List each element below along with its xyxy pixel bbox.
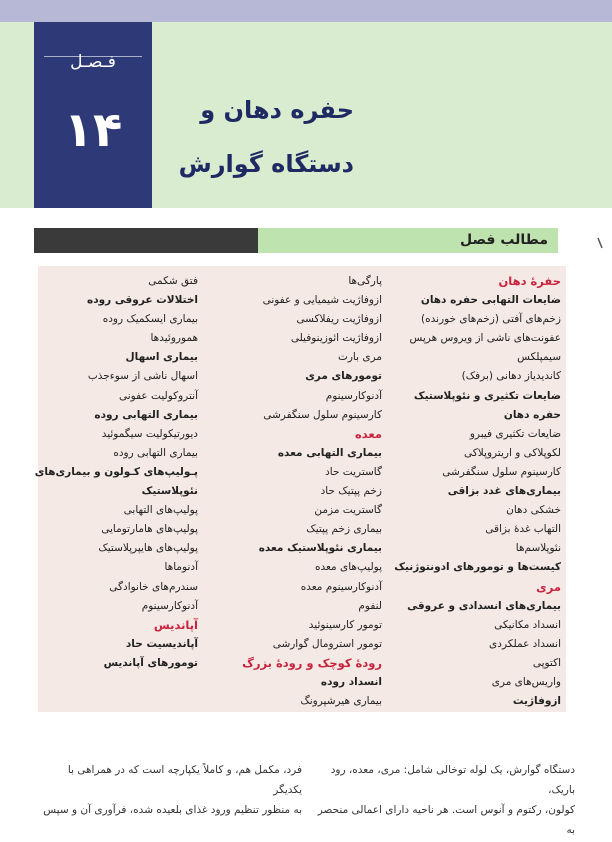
toc-item: تومورهای مری [305, 370, 382, 383]
toc-item: بیماری اسهال [125, 351, 198, 364]
toc-item: تومور کارسینوئید [308, 618, 382, 631]
toc-item: گاستریت مزمن [314, 504, 382, 517]
toc-item: آدنوکارسینوم [141, 599, 198, 612]
toc-item: تومورهای آپاندیس [103, 656, 198, 669]
toc-item: انسداد روده [320, 675, 382, 688]
toc-item: همورو‌ئیدها [150, 332, 198, 345]
toc-item: آدنوماها [164, 561, 198, 574]
toc-item: مری بارت [337, 351, 382, 364]
toc-item: گاستریت حاد [325, 465, 382, 478]
body-paragraph-left [40, 760, 302, 820]
toc-section-heading: آپاندیس [153, 617, 198, 632]
toc-item: انسداد عملکردی [489, 637, 561, 650]
toc-item: بیماری‌های انسدادی و عروقی [407, 599, 561, 612]
toc-item: دیورتیکولیت سیگموئید [101, 427, 198, 440]
toc-item: پـولیپ‌های کـولون و بیماری‌های [34, 465, 198, 478]
toc-item: بیماری هیرشپرونگ [300, 695, 382, 708]
toc-item: ضایعات تکثیری و نئوپلاستیک [413, 389, 561, 402]
chapter-number: ۱۴ [63, 102, 123, 158]
chapter-title-line2: دستگاه گوارش [178, 150, 354, 178]
toc-item: خشکی دهان [506, 504, 561, 517]
toc-section-heading: حفرهٔ دهان [498, 274, 561, 288]
toc-item: ازوفاژیت ریفلاکسی [296, 313, 382, 326]
toc-item: پولیپ‌های التهابی [123, 504, 198, 517]
toc-item: بیماری التهابی معده [277, 446, 382, 459]
chapter-title-line1: حفره دهان و [200, 96, 354, 124]
toc-item: سیمپلکس [517, 351, 561, 364]
toc-item: زخم پپتیک حاد [320, 485, 382, 498]
toc-item: بیماری ایسکمیک روده [102, 313, 198, 326]
body-line: دستگاه گوارش، یک لوله توخالی شامل: مری، معده، رود باریک، [330, 764, 575, 796]
toc-item: بیماری نئوپلاستیک معده [258, 542, 382, 555]
toc-item: کارسینوم سلول سنگفرشی [442, 465, 561, 478]
toc-item: بیماری‌های غدد بزاقی [447, 485, 561, 498]
toc-item: بیماری التهابی روده [94, 408, 198, 421]
toc-item: بیماری زخم پپتیک [306, 523, 382, 536]
toc-item: بیماری التهابی روده [113, 446, 198, 459]
toc-header-bar [34, 228, 558, 253]
toc-item: کارسینوم سلول سنگفرشی [263, 408, 382, 421]
body-line: فرد، مکمل هم، و کاملاً یکپارچه است که در همراهی با یکدیگر [67, 764, 302, 796]
toc-item: حفره دهان [503, 408, 561, 421]
toc-section-heading: معده [354, 426, 382, 441]
page-edge-mark [596, 236, 604, 250]
toc-item: عفونت‌های ناشی از ویروس هرپس [409, 332, 561, 345]
toc-item: پولیپ‌های معده [314, 561, 382, 574]
toc-item: التهاب غدهٔ بزاقی [485, 523, 561, 536]
toc-item: انسداد مکانیکی [494, 618, 561, 631]
toc-item: پولیپ‌های هایپرپلاستیک [98, 542, 198, 555]
toc-column-1 [394, 272, 561, 711]
body-line: کولون، رکتوم و آنوس است. هر ناحیه دارای اعمالی منحصر به [317, 804, 575, 836]
toc-section-heading: رودهٔ کوچک و رودهٔ بزرگ [242, 655, 382, 670]
toc-item: کیست‌ها و تومورهای ادونتوژنیک [394, 561, 561, 574]
toc-item: ازوفاژیت شیمیایی و عفونی [262, 294, 382, 307]
toc-item: آپاندیسیت حاد [125, 637, 198, 650]
toc-item: پارگی‌ها [348, 275, 382, 287]
toc-item: اسهال ناشی از سوءجذب [87, 370, 198, 383]
toc-item: اختلالات عروقی روده [87, 294, 198, 307]
top-strip [0, 0, 612, 22]
body-line: به منظور تنظیم ورود غذای بلعیده شده، فرآوری آن و سپس [43, 804, 302, 816]
toc-item: اکتوپی [532, 656, 561, 669]
toc-item: نئوپلاسم‌ها [515, 542, 561, 555]
toc-item: ازوفاژیت [512, 695, 561, 708]
toc-column-2 [224, 272, 382, 711]
toc-item: نئوپلاستیک [141, 485, 198, 498]
toc-item: پولیپ‌های هامارتومایی [101, 523, 198, 536]
body-paragraph-right [313, 760, 575, 840]
toc-item: ضایعات التهابی حفره دهان [420, 294, 561, 307]
toc-item: ازوفاژیت ائوزینوفیلی [290, 332, 382, 345]
toc-label: مطالب فصل [258, 228, 558, 253]
toc-item: فتق شکمی [148, 275, 198, 287]
toc-item: ضایعات تکثیری فیبرو [469, 427, 561, 440]
toc-item: تومور استرومال گوارشی [272, 637, 382, 650]
toc-item: واریس‌های مری [491, 675, 561, 688]
toc-item: لکوپلاکی و اریتروپلاکی [464, 446, 561, 459]
chapter-word: فـصـل [70, 52, 116, 72]
toc-item: آنتروکولیت عفونی [119, 389, 198, 402]
toc-item: آدنوکارسینوم معده [300, 580, 382, 593]
toc-column-3 [34, 272, 198, 673]
toc-item: آدنوکارسینوم [325, 389, 382, 402]
toc-item: زخم‌های آفتی (زخم‌های خورنده) [421, 313, 561, 326]
toc-section-heading: مری [536, 579, 561, 594]
toc-item: کاندیدیاز دهانی (برفک) [461, 370, 561, 383]
toc-item: لنفوم [358, 599, 382, 612]
toc-item: سندرم‌های خانوادگی [109, 580, 198, 593]
